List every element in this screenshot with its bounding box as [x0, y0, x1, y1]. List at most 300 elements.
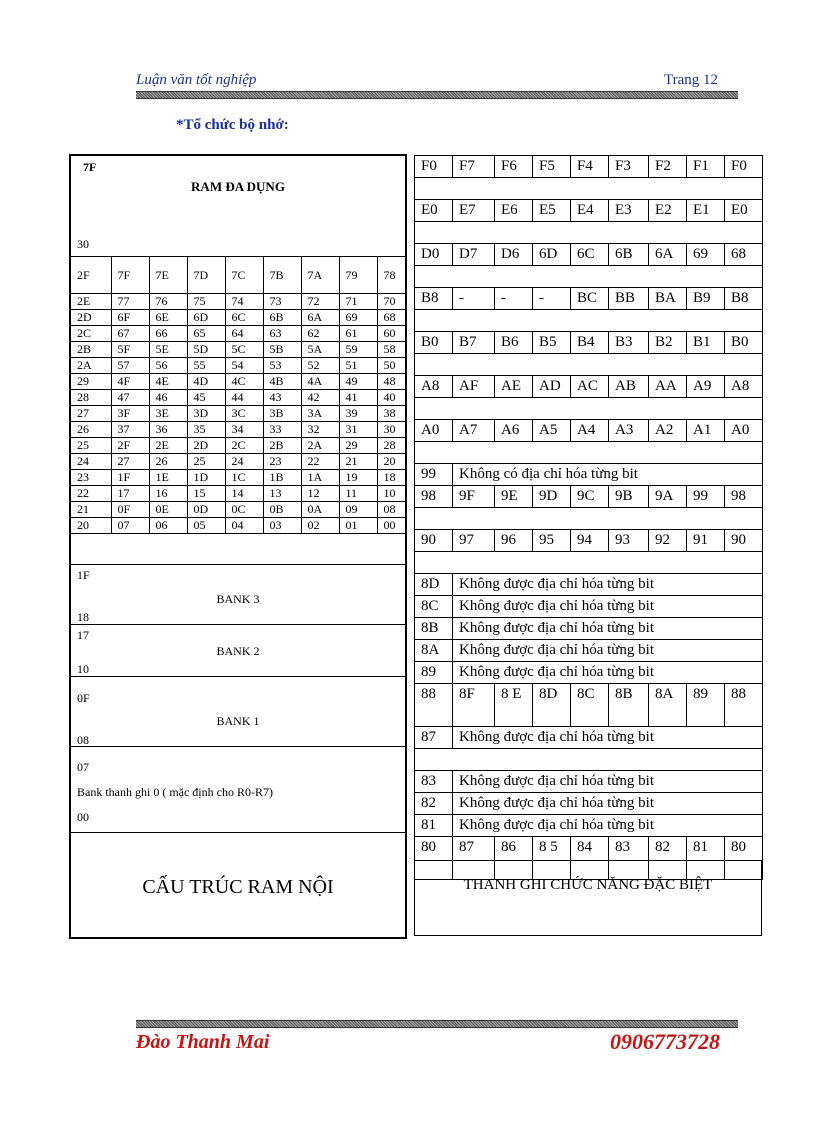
sfr-bit-cell: 97: [453, 530, 495, 552]
sfr-bit-cell: AE: [495, 376, 533, 398]
sfr-note: Không được địa chỉ hóa từng bit: [453, 640, 763, 662]
grid-row: [71, 326, 407, 342]
blank-row: [415, 552, 763, 574]
general-ram-block: [71, 156, 405, 256]
grid-cell: 22: [301, 454, 339, 470]
grid-row: [71, 486, 407, 502]
grid-cell: 5B: [263, 342, 301, 358]
sfr-bit-cell: 9A: [649, 486, 687, 508]
grid-cell: 20: [71, 518, 111, 534]
addr-30: 30: [77, 237, 89, 251]
grid-cell: 0D: [187, 502, 225, 518]
sfr-bit-cell: -: [533, 288, 571, 310]
grid-cell: 65: [187, 326, 225, 342]
sfr-bit-cell: 96: [495, 530, 533, 552]
author-phone: 0906773728: [610, 1029, 720, 1054]
grid-cell: 3F: [111, 406, 149, 422]
grid-cell: 2A: [301, 438, 339, 454]
grid-cell: 0F: [111, 502, 149, 518]
sfr-bit-cell: E2: [649, 200, 687, 222]
sfr-bit-cell: A3: [609, 420, 649, 442]
grid-cell: 67: [111, 326, 149, 342]
header-rule: [136, 91, 738, 99]
sfr-address: 8C: [415, 596, 453, 618]
grid-cell: 35: [187, 422, 225, 438]
sfr-bit-cell: A2: [649, 420, 687, 442]
grid-cell: 11: [339, 486, 377, 502]
sfr-row: [415, 442, 763, 464]
sfr-address: 88: [415, 684, 453, 727]
sfr-address: F0: [415, 156, 453, 178]
sfr-bit-cell: F1: [687, 156, 725, 178]
sfr-row: [415, 574, 763, 596]
grid-cell: 2D: [187, 438, 225, 454]
sfr-row: [415, 310, 763, 332]
bank2-label: BANK 2: [216, 644, 260, 658]
grid-cell: 25: [71, 438, 111, 454]
sfr-bit-cell: 89: [687, 684, 725, 727]
grid-cell: 23: [71, 470, 111, 486]
sfr-bit-cell: 8D: [533, 684, 571, 727]
sfr-row: [415, 398, 763, 420]
blank-row: [415, 310, 763, 332]
grid-cell: 1B: [263, 470, 301, 486]
grid-cell: 49: [339, 374, 377, 390]
sfr-bit-cell: AD: [533, 376, 571, 398]
grid-cell: 30: [377, 422, 407, 438]
grid-cell: 31: [339, 422, 377, 438]
grid-cell: 28: [71, 390, 111, 406]
grid-cell: 4E: [149, 374, 187, 390]
grid-cell: 62: [301, 326, 339, 342]
sfr-note: Không được địa chỉ hóa từng bit: [453, 596, 763, 618]
sfr-row: [415, 354, 763, 376]
grid-cell: 7B: [263, 257, 301, 294]
grid-cell: 0B: [263, 502, 301, 518]
grid-cell: 27: [71, 406, 111, 422]
grid-cell: 43: [263, 390, 301, 406]
grid-cell: 52: [301, 358, 339, 374]
sfr-bit-cell: 6C: [571, 244, 609, 266]
sfr-note: Không được địa chỉ hóa từng bit: [453, 574, 763, 596]
grid-row: [71, 310, 407, 326]
grid-cell: 01: [339, 518, 377, 534]
sfr-bit-cell: B5: [533, 332, 571, 354]
sfr-row: [415, 288, 763, 310]
grid-cell: 5A: [301, 342, 339, 358]
grid-cell: 51: [339, 358, 377, 374]
grid-cell: 00: [377, 518, 407, 534]
grid-cell: 15: [187, 486, 225, 502]
grid-cell: 78: [377, 257, 407, 294]
sfr-row: [415, 266, 763, 288]
sfr-row: [415, 156, 763, 178]
sfr-bit-cell: 8C: [571, 684, 609, 727]
grid-cell: 45: [187, 390, 225, 406]
grid-cell: 3A: [301, 406, 339, 422]
blank-row: [415, 222, 763, 244]
sfr-bit-cell: F3: [609, 156, 649, 178]
grid-cell: 6D: [187, 310, 225, 326]
header-title: Luận văn tốt nghiệp: [136, 72, 257, 88]
grid-cell: 40: [377, 390, 407, 406]
sfr-bit-cell: 92: [649, 530, 687, 552]
grid-cell: 6A: [301, 310, 339, 326]
sfr-bit-cell: 6D: [533, 244, 571, 266]
sfr-row: [415, 552, 763, 574]
sfr-bit-cell: E0: [725, 200, 763, 222]
sfr-row: [415, 727, 763, 749]
sfr-bit-cell: 8 E: [495, 684, 533, 727]
grid-cell: 55: [187, 358, 225, 374]
blank-row: [415, 508, 763, 530]
grid-cell: 36: [149, 422, 187, 438]
sfr-address: A0: [415, 420, 453, 442]
sfr-bit-cell: F6: [495, 156, 533, 178]
grid-cell: 0E: [149, 502, 187, 518]
grid-cell: 03: [263, 518, 301, 534]
bank3-block: [71, 564, 405, 624]
sfr-note: Không được địa chỉ hóa từng bit: [453, 662, 763, 684]
grid-cell: 66: [149, 326, 187, 342]
addr-7f: 7F: [83, 160, 97, 174]
sfr-diagram: [414, 155, 762, 880]
sfr-bit-cell: 83: [609, 837, 649, 880]
grid-cell: 09: [339, 502, 377, 518]
grid-row: [71, 390, 407, 406]
grid-cell: 3C: [225, 406, 263, 422]
sfr-bit-cell: F4: [571, 156, 609, 178]
grid-cell: 59: [339, 342, 377, 358]
sfr-bit-cell: B3: [609, 332, 649, 354]
grid-cell: 3D: [187, 406, 225, 422]
grid-cell: 6C: [225, 310, 263, 326]
grid-cell: 25: [187, 454, 225, 470]
grid-cell: 2D: [71, 310, 111, 326]
blank-row: [415, 749, 763, 771]
bank3-top: 1F: [77, 568, 90, 582]
sfr-caption: THANH GHI CHỨC NĂNG ĐẶC BIỆT: [414, 860, 762, 936]
grid-cell: 05: [187, 518, 225, 534]
grid-cell: 32: [301, 422, 339, 438]
sfr-address: 8A: [415, 640, 453, 662]
sfr-address: 80: [415, 837, 453, 880]
sfr-bit-cell: AA: [649, 376, 687, 398]
sfr-address: 82: [415, 793, 453, 815]
grid-cell: 53: [263, 358, 301, 374]
grid-cell: 48: [377, 374, 407, 390]
sfr-bit-cell: A6: [495, 420, 533, 442]
grid-cell: 41: [339, 390, 377, 406]
grid-cell: 37: [111, 422, 149, 438]
bank0-top: 07: [77, 760, 89, 774]
sfr-bit-cell: 69: [687, 244, 725, 266]
sfr-row: [415, 596, 763, 618]
sfr-row: [415, 244, 763, 266]
grid-cell: 76: [149, 294, 187, 310]
sfr-bit-cell: D6: [495, 244, 533, 266]
sfr-bit-cell: F5: [533, 156, 571, 178]
sfr-address: D0: [415, 244, 453, 266]
sfr-bit-cell: AB: [609, 376, 649, 398]
grid-cell: 63: [263, 326, 301, 342]
grid-cell: 19: [339, 470, 377, 486]
grid-cell: 4A: [301, 374, 339, 390]
sfr-bit-cell: A8: [725, 376, 763, 398]
bank2-block: [71, 624, 405, 676]
sfr-bit-cell: 9E: [495, 486, 533, 508]
bank1-top: 0F: [77, 691, 90, 705]
sfr-row: [415, 662, 763, 684]
grid-cell: 56: [149, 358, 187, 374]
sfr-row: [415, 376, 763, 398]
sfr-bit-cell: BC: [571, 288, 609, 310]
grid-cell: 08: [377, 502, 407, 518]
grid-cell: 5F: [111, 342, 149, 358]
grid-cell: 33: [263, 422, 301, 438]
grid-cell: 0A: [301, 502, 339, 518]
grid-cell: 22: [71, 486, 111, 502]
grid-cell: 24: [225, 454, 263, 470]
sfr-bit-cell: A7: [453, 420, 495, 442]
sfr-bit-cell: B0: [725, 332, 763, 354]
grid-row: [71, 470, 407, 486]
general-ram-title: RAM ĐA DỤNG: [191, 179, 285, 194]
author-name: Đào Thanh Mai: [136, 1031, 270, 1053]
sfr-bit-cell: E4: [571, 200, 609, 222]
grid-cell: 12: [301, 486, 339, 502]
sfr-row: [415, 332, 763, 354]
grid-cell: 21: [339, 454, 377, 470]
blank-row: [415, 442, 763, 464]
grid-cell: 1C: [225, 470, 263, 486]
blank-row: [415, 354, 763, 376]
sfr-address: 8B: [415, 618, 453, 640]
sfr-grid: [414, 155, 763, 880]
grid-cell: 58: [377, 342, 407, 358]
grid-cell: 13: [263, 486, 301, 502]
grid-cell: 2C: [225, 438, 263, 454]
sfr-bit-cell: B1: [687, 332, 725, 354]
grid-row: [71, 454, 407, 470]
sfr-bit-cell: 90: [725, 530, 763, 552]
sfr-note: Không được địa chỉ hóa từng bit: [453, 793, 763, 815]
sfr-bit-cell: 86: [495, 837, 533, 880]
sfr-address: B8: [415, 288, 453, 310]
sfr-row: [415, 530, 763, 552]
sfr-bit-cell: B7: [453, 332, 495, 354]
grid-cell: 5D: [187, 342, 225, 358]
grid-cell: 4D: [187, 374, 225, 390]
sfr-address: B0: [415, 332, 453, 354]
grid-cell: 5E: [149, 342, 187, 358]
grid-cell: 1A: [301, 470, 339, 486]
grid-cell: 7C: [225, 257, 263, 294]
grid-cell: 0C: [225, 502, 263, 518]
grid-cell: 34: [225, 422, 263, 438]
sfr-bit-cell: 68: [725, 244, 763, 266]
grid-row: [71, 438, 407, 454]
sfr-row: [415, 684, 763, 727]
grid-cell: 6F: [111, 310, 149, 326]
grid-row: [71, 342, 407, 358]
bank0-bottom: 00: [77, 810, 89, 824]
sfr-row: [415, 793, 763, 815]
grid-cell: 2B: [71, 342, 111, 358]
grid-cell: 60: [377, 326, 407, 342]
sfr-bit-cell: 8 5: [533, 837, 571, 880]
sfr-bit-cell: E6: [495, 200, 533, 222]
sfr-bit-cell: AF: [453, 376, 495, 398]
grid-cell: 2E: [149, 438, 187, 454]
sfr-bit-cell: BB: [609, 288, 649, 310]
grid-row: [71, 502, 407, 518]
sfr-bit-cell: A1: [687, 420, 725, 442]
grid-cell: 27: [111, 454, 149, 470]
grid-cell: 1D: [187, 470, 225, 486]
grid-cell: 69: [339, 310, 377, 326]
sfr-bit-cell: 6B: [609, 244, 649, 266]
bank3-bottom: 18: [77, 610, 89, 624]
sfr-row: [415, 464, 763, 486]
sfr-bit-cell: 8F: [453, 684, 495, 727]
grid-cell: 2F: [111, 438, 149, 454]
sfr-bit-cell: B9: [687, 288, 725, 310]
ram-caption: CẤU TRÚC RAM NỘI: [142, 876, 334, 898]
grid-cell: 75: [187, 294, 225, 310]
sfr-bit-cell: F0: [725, 156, 763, 178]
grid-cell: 07: [111, 518, 149, 534]
grid-cell: 4F: [111, 374, 149, 390]
sfr-row: [415, 815, 763, 837]
sfr-row: [415, 640, 763, 662]
blank-row: [415, 178, 763, 200]
sfr-bit-cell: A4: [571, 420, 609, 442]
grid-cell: 3E: [149, 406, 187, 422]
sfr-bit-cell: 91: [687, 530, 725, 552]
grid-cell: 57: [111, 358, 149, 374]
grid-cell: 29: [339, 438, 377, 454]
grid-cell: 39: [339, 406, 377, 422]
sfr-bit-cell: 93: [609, 530, 649, 552]
sfr-bit-cell: E7: [453, 200, 495, 222]
sfr-note: Không được địa chỉ hóa từng bit: [453, 727, 763, 749]
sfr-address: 87: [415, 727, 453, 749]
sfr-bit-cell: E3: [609, 200, 649, 222]
sfr-bit-cell: BA: [649, 288, 687, 310]
bank0-block: [71, 746, 405, 832]
grid-cell: 4B: [263, 374, 301, 390]
sfr-bit-cell: 9D: [533, 486, 571, 508]
grid-cell: 26: [149, 454, 187, 470]
sfr-note: Không có địa chỉ hóa từng bit: [453, 464, 763, 486]
sfr-row: [415, 420, 763, 442]
grid-cell: 2C: [71, 326, 111, 342]
page-number: Trang 12: [664, 72, 719, 88]
sfr-bit-cell: 98: [725, 486, 763, 508]
grid-cell: 74: [225, 294, 263, 310]
sfr-address: 89: [415, 662, 453, 684]
bank1-bottom: 08: [77, 733, 89, 747]
sfr-bit-cell: A9: [687, 376, 725, 398]
grid-cell: 18: [377, 470, 407, 486]
sfr-bit-cell: 94: [571, 530, 609, 552]
sfr-bit-cell: 8A: [649, 684, 687, 727]
sfr-address: 83: [415, 771, 453, 793]
sfr-bit-cell: -: [453, 288, 495, 310]
grid-cell: 20: [377, 454, 407, 470]
bit-addressable-grid: [71, 256, 407, 534]
grid-cell: 61: [339, 326, 377, 342]
grid-cell: 2A: [71, 358, 111, 374]
grid-cell: 50: [377, 358, 407, 374]
sfr-bit-cell: 9F: [453, 486, 495, 508]
sfr-row: [415, 618, 763, 640]
grid-cell: 21: [71, 502, 111, 518]
grid-row: [71, 358, 407, 374]
sfr-row: [415, 222, 763, 244]
bank0-label: Bank thanh ghi 0 ( mặc định cho R0-R7): [77, 785, 273, 799]
grid-cell: 6E: [149, 310, 187, 326]
section-title: *Tổ chức bộ nhớ:: [176, 117, 289, 133]
sfr-bit-cell: A0: [725, 420, 763, 442]
grid-cell: 4C: [225, 374, 263, 390]
sfr-bit-cell: 6A: [649, 244, 687, 266]
grid-cell: 1E: [149, 470, 187, 486]
sfr-row: [415, 200, 763, 222]
grid-cell: 2F: [71, 257, 111, 294]
grid-cell: 64: [225, 326, 263, 342]
grid-cell: 70: [377, 294, 407, 310]
sfr-row: [415, 178, 763, 200]
grid-cell: 46: [149, 390, 187, 406]
grid-cell: 02: [301, 518, 339, 534]
grid-cell: 47: [111, 390, 149, 406]
grid-cell: 42: [301, 390, 339, 406]
grid-row: [71, 518, 407, 534]
grid-cell: 28: [377, 438, 407, 454]
grid-cell: 04: [225, 518, 263, 534]
sfr-address: E0: [415, 200, 453, 222]
grid-cell: 26: [71, 422, 111, 438]
grid-cell: 54: [225, 358, 263, 374]
sfr-row: [415, 486, 763, 508]
grid-row: [71, 294, 407, 310]
bank3-label: BANK 3: [216, 592, 260, 606]
sfr-bit-cell: B8: [725, 288, 763, 310]
grid-cell: 73: [263, 294, 301, 310]
internal-ram-diagram: [69, 154, 407, 939]
sfr-bit-cell: A5: [533, 420, 571, 442]
sfr-address: 90: [415, 530, 453, 552]
sfr-row: [415, 508, 763, 530]
grid-cell: 7A: [301, 257, 339, 294]
grid-cell: 16: [149, 486, 187, 502]
sfr-bit-cell: 8B: [609, 684, 649, 727]
sfr-bit-cell: 80: [725, 837, 763, 880]
bank2-top: 17: [77, 628, 89, 642]
grid-cell: 10: [377, 486, 407, 502]
sfr-bit-cell: E5: [533, 200, 571, 222]
grid-row: [71, 422, 407, 438]
sfr-row: [415, 749, 763, 771]
sfr-bit-cell: E1: [687, 200, 725, 222]
grid-row: [71, 406, 407, 422]
grid-cell: 06: [149, 518, 187, 534]
grid-cell: 24: [71, 454, 111, 470]
sfr-bit-cell: 9C: [571, 486, 609, 508]
sfr-bit-cell: B4: [571, 332, 609, 354]
